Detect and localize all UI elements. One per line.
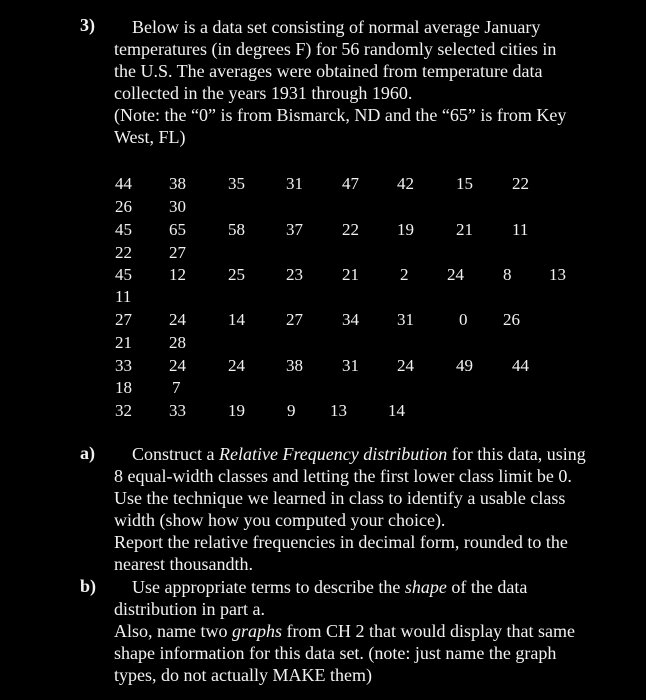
data-value: 22 bbox=[512, 174, 529, 193]
part-b-line1-italic: shape bbox=[404, 577, 447, 597]
data-value: 22 bbox=[115, 243, 132, 262]
data-value: 19 bbox=[397, 220, 414, 239]
data-value: 2 bbox=[400, 265, 409, 284]
data-value: 11 bbox=[115, 287, 132, 306]
part-a-line: Use the technique we learned in class to identify a usable class bbox=[114, 488, 566, 508]
data-value: 47 bbox=[342, 174, 359, 193]
data-value: 45 bbox=[115, 265, 132, 284]
data-value: 25 bbox=[228, 265, 245, 284]
part-b-line bbox=[114, 620, 575, 642]
data-value: 31 bbox=[342, 356, 359, 375]
data-value: 14 bbox=[228, 310, 245, 329]
data-value: 33 bbox=[115, 356, 132, 375]
part-b-line: shape information for this data set. (note: just name the graph bbox=[114, 643, 557, 663]
data-value: 58 bbox=[228, 220, 245, 239]
intro-line: (Note: the “0” is from Bismarck, ND and the “65” is from Key bbox=[114, 105, 567, 125]
data-value: 27 bbox=[169, 243, 186, 262]
data-value: 27 bbox=[286, 310, 303, 329]
part-b-line3-suffix: from CH 2 that would display that same bbox=[282, 621, 575, 641]
data-value: 24 bbox=[169, 356, 186, 375]
part-a-label: a) bbox=[80, 443, 95, 463]
data-value: 65 bbox=[169, 220, 186, 239]
data-value: 35 bbox=[228, 174, 245, 193]
part-a-line1-prefix: Construct a bbox=[132, 444, 219, 464]
data-value: 24 bbox=[228, 356, 245, 375]
data-value: 21 bbox=[456, 220, 473, 239]
intro-line: West, FL) bbox=[114, 127, 186, 147]
data-value: 14 bbox=[388, 401, 405, 420]
data-value: 13 bbox=[549, 265, 566, 284]
part-a-line: width (show how you computed your choice). bbox=[114, 510, 446, 530]
data-value: 33 bbox=[169, 401, 186, 420]
data-value: 7 bbox=[172, 378, 181, 397]
data-value: 42 bbox=[397, 174, 414, 193]
part-b-line: distribution in part a. bbox=[114, 599, 265, 619]
data-value: 26 bbox=[115, 197, 132, 216]
data-value: 44 bbox=[512, 356, 529, 375]
part-b-line: types, do not actually MAKE them) bbox=[114, 665, 372, 685]
data-value: 44 bbox=[115, 174, 132, 193]
data-value: 24 bbox=[397, 356, 414, 375]
problem-number: 3) bbox=[80, 15, 95, 35]
intro-line: temperatures (in degrees F) for 56 randomly selected cities in bbox=[114, 39, 557, 59]
data-value: 49 bbox=[456, 356, 473, 375]
data-value: 15 bbox=[456, 174, 473, 193]
data-value: 45 bbox=[115, 220, 132, 239]
data-value: 31 bbox=[397, 310, 414, 329]
part-a-line bbox=[132, 443, 586, 465]
data-value: 26 bbox=[503, 310, 520, 329]
data-value: 13 bbox=[330, 401, 347, 420]
data-value: 19 bbox=[228, 401, 245, 420]
data-value: 27 bbox=[115, 310, 132, 329]
part-b-line1-prefix: Use appropriate terms to describe the bbox=[132, 577, 405, 597]
part-a-line: 8 equal-width classes and letting the first lower class limit be 0. bbox=[114, 466, 572, 486]
data-value: 22 bbox=[342, 220, 359, 239]
part-a-line1-suffix: for this data, using bbox=[447, 444, 586, 464]
data-value: 18 bbox=[115, 378, 132, 397]
data-value: 34 bbox=[342, 310, 359, 329]
part-a-line: Report the relative frequencies in decimal form, rounded to the bbox=[114, 532, 568, 552]
part-a-line1-italic: Relative Frequency distribution bbox=[219, 444, 448, 464]
part-b-line bbox=[132, 576, 527, 598]
data-value: 32 bbox=[115, 401, 132, 420]
data-value: 11 bbox=[512, 220, 529, 239]
part-b-line3-prefix: Also, name two bbox=[114, 621, 232, 641]
data-value: 24 bbox=[169, 310, 186, 329]
data-value: 37 bbox=[286, 220, 303, 239]
data-value: 9 bbox=[287, 401, 296, 420]
part-b-line1-suffix: of the data bbox=[446, 577, 528, 597]
part-b-label: b) bbox=[80, 576, 97, 596]
part-a-line: nearest thousandth. bbox=[114, 554, 253, 574]
intro-line: the U.S. The averages were obtained from temperature data bbox=[114, 61, 543, 81]
data-value: 28 bbox=[169, 333, 186, 352]
data-value: 31 bbox=[286, 174, 303, 193]
data-value: 21 bbox=[115, 333, 132, 352]
data-value: 30 bbox=[169, 197, 186, 216]
intro-line: Below is a data set consisting of normal average January bbox=[132, 17, 541, 37]
data-value: 38 bbox=[169, 174, 186, 193]
data-value: 8 bbox=[503, 265, 512, 284]
data-value: 38 bbox=[286, 356, 303, 375]
data-value: 24 bbox=[447, 265, 464, 284]
data-value: 21 bbox=[342, 265, 359, 284]
data-value: 0 bbox=[459, 310, 468, 329]
data-value: 12 bbox=[169, 265, 186, 284]
part-b-line3-italic: graphs bbox=[231, 621, 282, 641]
data-value: 23 bbox=[286, 265, 303, 284]
intro-line: collected in the years 1931 through 1960. bbox=[114, 83, 413, 103]
